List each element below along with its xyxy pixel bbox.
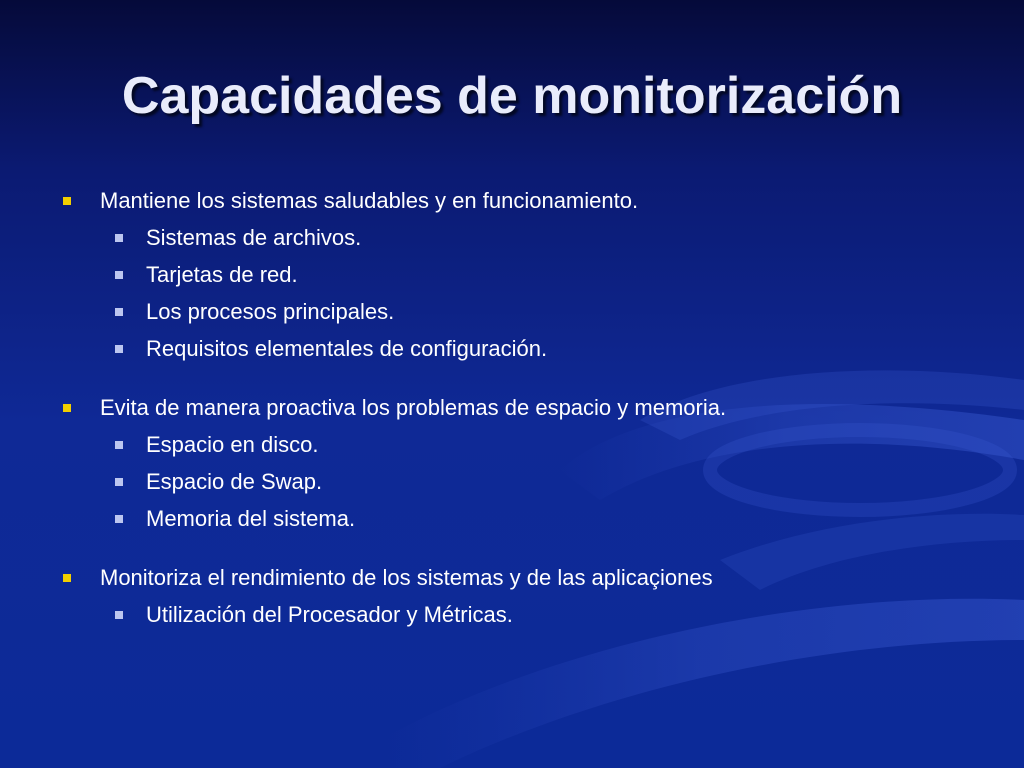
bullet-item [0,182,1024,219]
square-bullet-icon [63,404,71,412]
sub-bullet-text: Requisitos elementales de configuración. [146,336,548,361]
bullet-item [0,559,1024,596]
small-square-bullet-icon [115,345,123,353]
bullet-text: Evita de manera proactiva los problemas de espacio y memoria. [100,395,727,420]
bullet-group [0,559,1024,633]
sub-bullet-text: Memoria del sistema. [146,506,356,531]
bullet-text: Mantiene los sistemas saludables y en funcionamiento. [100,188,639,213]
bullet-group [0,389,1024,537]
bullet-text: Monitoriza el rendimiento de los sistemas y de las aplicaçiones [100,565,713,590]
small-square-bullet-icon [115,478,123,486]
sub-bullet-text: Tarjetas de red. [146,262,298,287]
small-square-bullet-icon [115,308,123,316]
sub-bullet-text: Utilización del Procesador y Métricas. [146,602,513,627]
small-square-bullet-icon [115,234,123,242]
sub-bullet-item [0,256,1024,293]
sub-bullet-text: Sistemas de archivos. [146,225,362,250]
sub-bullet-text: Los procesos principales. [146,299,395,324]
small-square-bullet-icon [115,515,123,523]
small-square-bullet-icon [115,271,123,279]
bullet-list [0,182,1024,633]
bullet-group [0,182,1024,367]
square-bullet-icon [63,574,71,582]
sub-bullet-text: Espacio de Swap. [146,469,323,494]
sub-bullet-item [0,596,1024,633]
bullet-item [0,389,1024,426]
sub-bullet-item [0,219,1024,256]
small-square-bullet-icon [115,441,123,449]
sub-bullet-text: Espacio en disco. [146,432,319,457]
sub-bullet-item [0,500,1024,537]
square-bullet-icon [63,197,71,205]
slide-title: Capacidades de monitorización [121,67,903,125]
sub-bullet-item [0,463,1024,500]
sub-bullet-item [0,293,1024,330]
sub-bullet-item [0,330,1024,367]
sub-bullet-item [0,426,1024,463]
small-square-bullet-icon [115,611,123,619]
